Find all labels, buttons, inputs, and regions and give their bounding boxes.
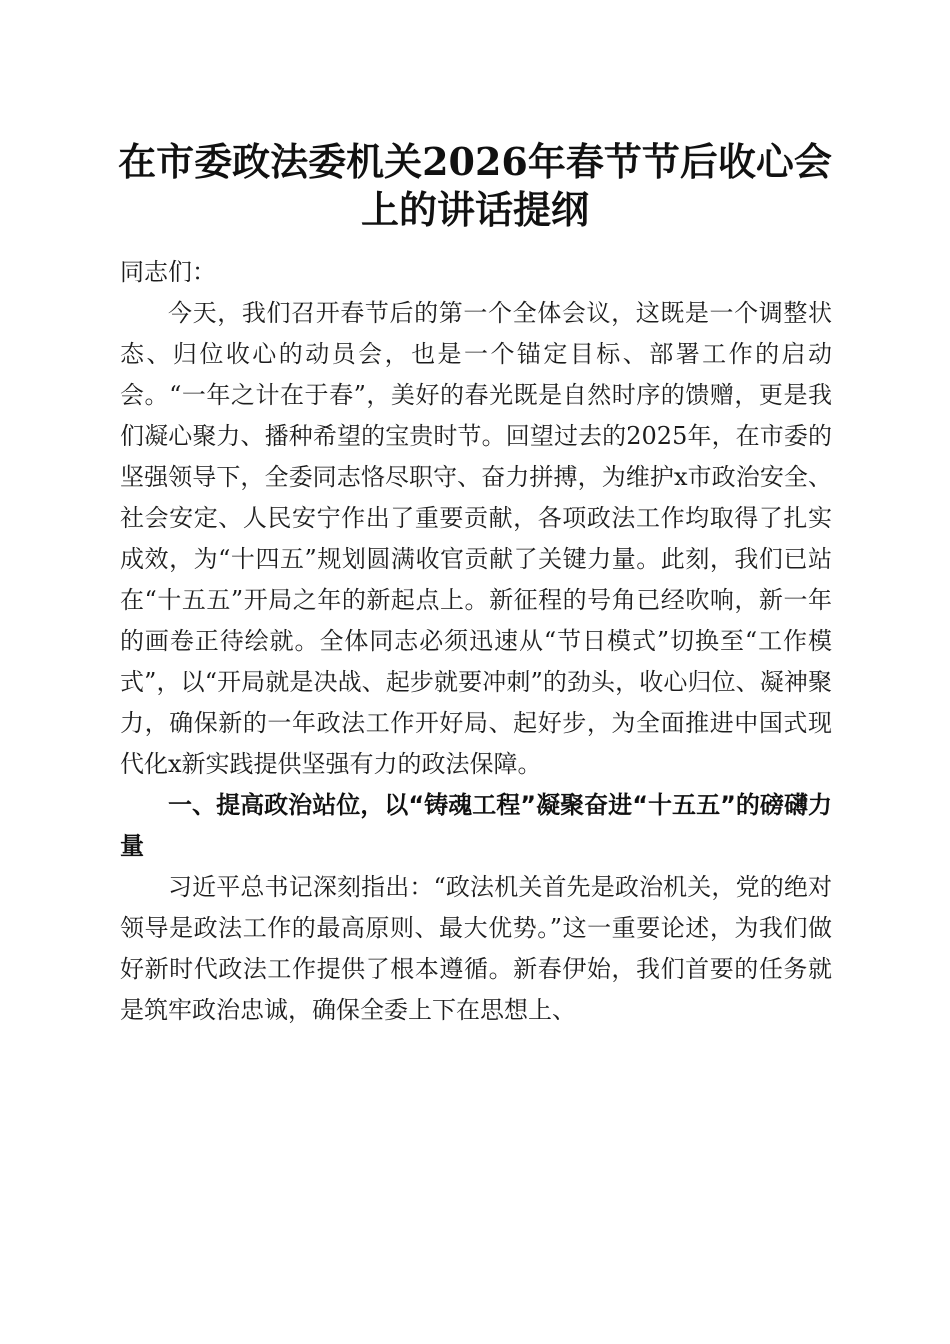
document-title: 在市委政法委机关2026年春节节后收心会上的讲话提纲 (118, 139, 832, 232)
salutation: 同志们： (120, 258, 216, 286)
section-paragraph: 习近平总书记深刻指出：“政法机关首先是政治机关，党的绝对领导是政法工作的最高原则、最大优势。”这一重要论述，为我们做好新时代政法工作提供了根本遵循。新春伊始，我们首要的任务就是筑牢政治忠诚，确保全委上下在思想上、 (120, 873, 832, 1024)
opening-paragraph: 今天，我们召开春节后的第一个全体会议，这既是一个调整状态、归位收心的动员会，也是一个锚定目标、部署工作的启动会。“一年之计在于春”，美好的春光既是自然时序的馈赠，更是我们凝心聚力、播种希望的宝贵时节。回望过去的2025年，在市委的坚强领导下，全委同志恪尽职守、奋力拼搏，为维护x市政治安全、社会安定、人民安宁作出了重要贡献，各项政法工作均取得了扎实成效，为“十四五”规划圆满收官贡献了关键力量。此刻，我们已站在“十五五”开局之年的新起点上。新征程的号角已经吹响，新一年的画卷正待绘就。全体同志必须迅速从“节日模式”切换至“工作模式”，以“开局就是决战、起步就要冲刺”的劲头，收心归位、凝神聚力，确保新的一年政法工作开好局、起好步，为全面推进中国式现代化x新实践提供坚强有力的政法保障。 (120, 299, 832, 778)
document-body (120, 252, 832, 1031)
section-heading: 一、提高政治站位，以“铸魂工程”凝聚奋进“十五五”的磅礴力量 (120, 791, 832, 860)
